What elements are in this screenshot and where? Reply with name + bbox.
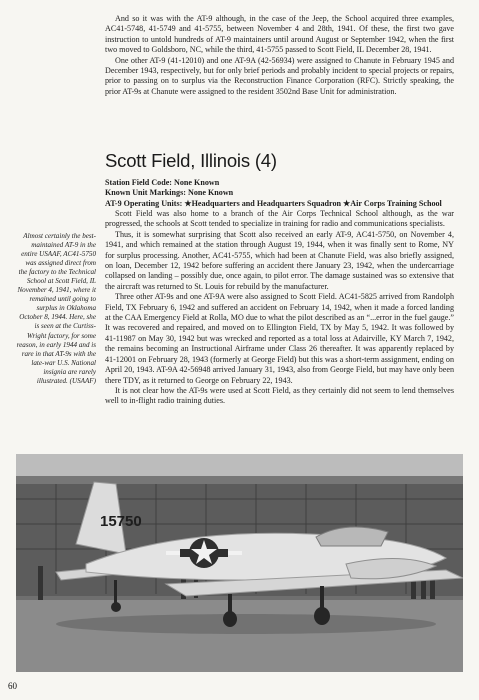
intro-text-block	[105, 14, 454, 97]
field-meta-block	[105, 178, 454, 209]
section-paragraph-2: Thus, it is somewhat surprising that Scott also received an early AT-9, AC41-5750, on November 4, 1941, and which remained at the station through August 19, 1944, when it was finally sent to Rome, NY for surplus processing. Another, AC41-5755, which had been at Chanute Field, was also briefly assigned, on loan, December 12, 1942 before suffering an accident there January 23, 1942, when the undercarriage collapsed on landing – possibly due, once again, to pilot error. The damage sustained was so extensive that the aircraft was returned to St. Louis for rebuild by the manufacturer.	[105, 229, 454, 291]
page-number: 60	[8, 681, 17, 691]
operating-units: AT-9 Operating Units: ★Headquarters and Headquarters Squadron ★Air Corps Training School	[105, 198, 442, 208]
tail-number: 15750	[100, 513, 142, 530]
station-field-code: Station Field Code: None Known	[105, 178, 220, 187]
section-text-block	[105, 209, 454, 407]
section-paragraph-4: It is not clear how the AT-9s were used at Scott Field, as they certainly did not seem to lend themselves well to in-flight radio training duties.	[105, 385, 454, 406]
intro-paragraph-2: One other AT-9 (41-12010) and one AT-9A (42-56934) were assigned to Chanute in February 1945 and December 1943, respectively, but for only brief periods and probably incident to special projects or repairs, prior to passing on to surplus via the Reconstruction Finance Corporation (RFC). Strictly speaking, the prior AT-9s at Chanute were assigned to the resident 3502nd Base Unit for administration.	[105, 55, 454, 96]
section-paragraph-1: Scott Field was also home to a branch of the Air Corps Technical School although, as the war progressed, the schools at Scott tended to specialize in training for radio and communications specialists.	[105, 209, 454, 229]
section-paragraph-3: Three other AT-9s and one AT-9A were also assigned to Scott Field. AC41-5825 arrived from Randolph Field, TX February 6, 1942 and suffered an accident on February 14, 1942, when it made a forced landing at the CAA Emergency Field at Rolla, MO due to what the pilot described as an “...error in the fuel gauge.” It was recovered and repaired, and moved on to Ellington Field, TX by May 5, 1942. It was followed by 41-11987 on May 30, 1942 but was wrecked and reported as a total loss at Adairville, KY March 7, 1942, the remains becoming an Instructional Airframe under Class 26 thereafter. It was apparently replaced by 41-12001 on February 28, 1943 (formerly at George Field) but this was a short-term assignment, ending on April 20, 1943. AT-9A 42-56948 arrived January 31, 1943, also from George Field, but may have only been there TDY, as it returned to George on February 22, 1943.	[105, 292, 454, 385]
intro-paragraph-1: And so it was with the AT-9 although, in the case of the Jeep, the School acquired three examples, AC41-5748, 41-5749 and 41-5755, between November 4 and 28th, 1941. Of these, the first two gave instruction to untold hundreds of AT-9 maintainers until around August or September 1942, when the first two moved to Goldsboro, NC, while the third, 41-5755 passed to Scott Field, IL December 28, 1941.	[105, 14, 454, 55]
aircraft-photo	[16, 454, 463, 672]
known-unit-markings: Known Unit Markings: None Known	[105, 188, 234, 198]
photo-caption: Almost certainly the best-maintained AT-9 in the entire USAAF, AC41-5750 was assigned direct from the factory to the Technical School at Scott Field, IL November 4, 1941, where it remained until going to surplus in Oklahoma October 8, 1944. Here, she is seen at the Curtiss-Wright factory, for some reason, in early 1944 and is rare in that AT-9s with the late-war U.S. National insignia are rarely illustrated. (USAAF)	[16, 232, 96, 385]
section-heading: Scott Field, Illinois (4)	[105, 150, 277, 171]
